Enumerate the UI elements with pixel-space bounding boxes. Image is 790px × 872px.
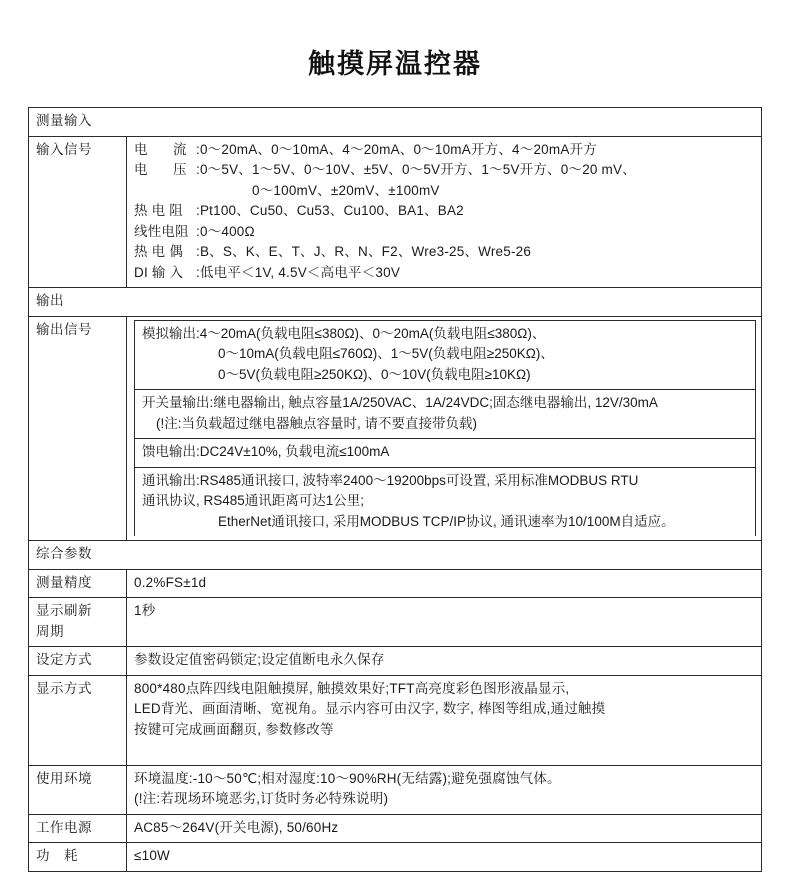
- display-line1: 800*480点阵四线电阻触摸屏, 触摸效果好;TFT高亮度彩色图形液晶显示,: [134, 680, 570, 696]
- row-value-consumption: ≤10W: [127, 843, 762, 872]
- input-linear-resistance-key: 线性电阻: [134, 223, 189, 239]
- output-analog-key: 模拟输出: [142, 325, 196, 341]
- row-label-power-supply: 工作电源: [29, 814, 127, 843]
- output-analog-line3: 0～5V(负载电阻≥250KΩ)、0～10V(负载电阻≥10KΩ): [218, 366, 531, 382]
- input-current-value: 0～20mA、0～10mA、4～20mA、0～10mA开方、4～20mA开方: [199, 141, 597, 157]
- table-row-setting-mode: [29, 647, 762, 676]
- output-feed-key: 馈电输出: [142, 444, 196, 460]
- page-title: 触摸屏温控器: [308, 49, 482, 79]
- row-label-refresh-line2: 周期: [36, 623, 64, 639]
- section-header-general: 综合参数: [29, 541, 762, 570]
- row-label-input-signal: 输入信号: [29, 136, 127, 288]
- row-label-accuracy: 测量精度: [29, 569, 127, 598]
- table-row-output-header: [29, 288, 762, 317]
- output-analog-line2: 0～10mA(负载电阻≤760Ω)、1～5V(负载电阻≥250KΩ)、: [218, 346, 554, 362]
- output-analog-line1: 4～20mA(负载电阻≤380Ω)、0～20mA(负载电阻≤380Ω)、: [199, 325, 546, 341]
- input-voltage-value-line2: 0～100mV、±20mV、±100mV: [252, 182, 440, 198]
- output-comm-line1: RS485通讯接口, 波特率2400～19200bps可设置, 采用标准MODBUS RTU: [199, 472, 639, 488]
- row-label-refresh-period: [29, 598, 127, 647]
- row-label-display-mode: 显示方式: [29, 675, 127, 765]
- output-feed-row: 馈电输出:DC24V±10%, 负载电流≤100mA: [135, 439, 756, 468]
- input-voltage-value-line1: 0～5V、1～5V、0～10V、±5V、0～5V开方、1～5V开方、0～20 mV、: [199, 162, 636, 178]
- row-label-refresh-line1: 显示刷新: [36, 603, 92, 619]
- input-current-key: 电 流: [134, 141, 193, 157]
- environment-line1: 环境温度:-10～50℃;相对湿度:10～90%RH(无结露);避免强腐蚀气体。: [134, 770, 561, 786]
- input-linear-resistance-value: 0～400Ω: [199, 223, 255, 239]
- row-value-environment: [127, 765, 762, 814]
- output-comm-row: 通讯输出:RS485通讯接口, 波特率2400～19200bps可设置, 采用标准MODBUS RTU 通讯协议, RS485通讯距离可达1公里; EtherNet通讯接口, 采用MODBUS TCP/IP协议, 通讯速率为10/100M自适应。: [135, 467, 756, 536]
- row-value-refresh-period: 1秒: [127, 598, 762, 647]
- table-row-input-signal: [29, 136, 762, 288]
- section-header-measure-input: 测量输入: [29, 108, 762, 137]
- section-header-output: 输出: [29, 288, 762, 317]
- row-value-accuracy: 0.2%FS±1d: [127, 569, 762, 598]
- output-comm-key: 通讯输出: [142, 472, 196, 488]
- specification-table: [28, 107, 762, 872]
- input-rtd-value: Pt100、Cu50、Cu53、Cu100、BA1、BA2: [199, 203, 464, 219]
- output-analog-row: 模拟输出:4～20mA(负载电阻≤380Ω)、0～20mA(负载电阻≤380Ω)、 0～10mA(负载电阻≤760Ω)、1～5V(负载电阻≥250KΩ)、 0～5V(负载电阻≥250KΩ)、0～10V(负载电阻≥10KΩ): [135, 320, 756, 390]
- input-rtd-key: 热 电 阻: [134, 203, 184, 219]
- output-switch-line2: (!注:当负载超过继电器触点容量时, 请不要直接带负载): [156, 415, 477, 431]
- table-row-output-signal: [29, 316, 762, 541]
- table-row-display-mode: [29, 675, 762, 765]
- output-comm-line3: EtherNet通讯接口, 采用MODBUS TCP/IP协议, 通讯速率为10/100M自适应。: [218, 513, 675, 529]
- table-row-consumption: [29, 843, 762, 872]
- output-switch-line1: 继电器输出, 触点容量1A/250VAC、1A/24VDC;固态继电器输出, 12V/30mA: [213, 395, 658, 411]
- row-value-setting-mode: 参数设定值密码锁定;设定值断电永久保存: [127, 647, 762, 676]
- input-di-value: 低电平＜1V, 4.5V＜高电平＜30V: [199, 264, 401, 280]
- table-row-environment: [29, 765, 762, 814]
- display-line2: LED背光、画面清晰、宽视角。显示内容可由汉字, 数字, 棒图等组成,通过触摸: [134, 701, 606, 717]
- input-thermocouple-value: B、S、K、E、T、J、R、N、F2、Wre3-25、Wre5-26: [199, 244, 532, 260]
- input-voltage-key: 电 压: [134, 162, 193, 178]
- output-switch-key: 开关量输出: [142, 395, 210, 411]
- table-row-measure-input-header: [29, 108, 762, 137]
- row-value-power-supply: AC85～264V(开关电源), 50/60Hz: [127, 814, 762, 843]
- row-label-output-signal: 输出信号: [29, 316, 127, 541]
- row-label-consumption: 功 耗: [29, 843, 127, 872]
- row-value-input-signal: 电 流 :0～20mA、0～10mA、4～20mA、0～10mA开方、4～20mA开方 电 压 :0～5V、1～5V、0～10V、±5V、0～5V开方、1～5V开方、0～20 mV、 0～100mV、±20mV、±100mV 热 电 阻 :Pt100、Cu50、Cu53、Cu100、BA1、BA2 线性电阻 :0～400Ω 热 电 偶 :B、S、K、E、T、J、R、N、F2、Wre3-25、Wre5-26 DI 输 入 :低电平＜1V, 4.5V＜高电平＜30V: [127, 136, 762, 288]
- input-di-key: DI 输 入: [134, 264, 184, 280]
- display-line3: 按键可完成画面翻页, 参数修改等: [134, 721, 334, 737]
- environment-line2: (!注:若现场环境恶劣,订货时务必特殊说明): [134, 791, 389, 807]
- table-row-general-header: [29, 541, 762, 570]
- input-thermocouple-key: 热 电 偶: [134, 244, 184, 260]
- output-feed-value: DC24V±10%, 负载电流≤100mA: [199, 444, 390, 460]
- row-label-environment: 使用环境: [29, 765, 127, 814]
- row-label-setting-mode: 设定方式: [29, 647, 127, 676]
- table-row-accuracy: [29, 569, 762, 598]
- output-signal-subtable: [134, 320, 756, 537]
- output-comm-line2: 通讯协议, RS485通讯距离可达1公里;: [142, 493, 365, 509]
- table-row-power-supply: [29, 814, 762, 843]
- table-row-refresh-period: [29, 598, 762, 647]
- row-value-display-mode: [127, 675, 762, 765]
- row-value-output-signal: [127, 316, 762, 541]
- output-switch-row: 开关量输出:继电器输出, 触点容量1A/250VAC、1A/24VDC;固态继电器输出, 12V/30mA (!注:当负载超过继电器触点容量时, 请不要直接带负载): [135, 390, 756, 439]
